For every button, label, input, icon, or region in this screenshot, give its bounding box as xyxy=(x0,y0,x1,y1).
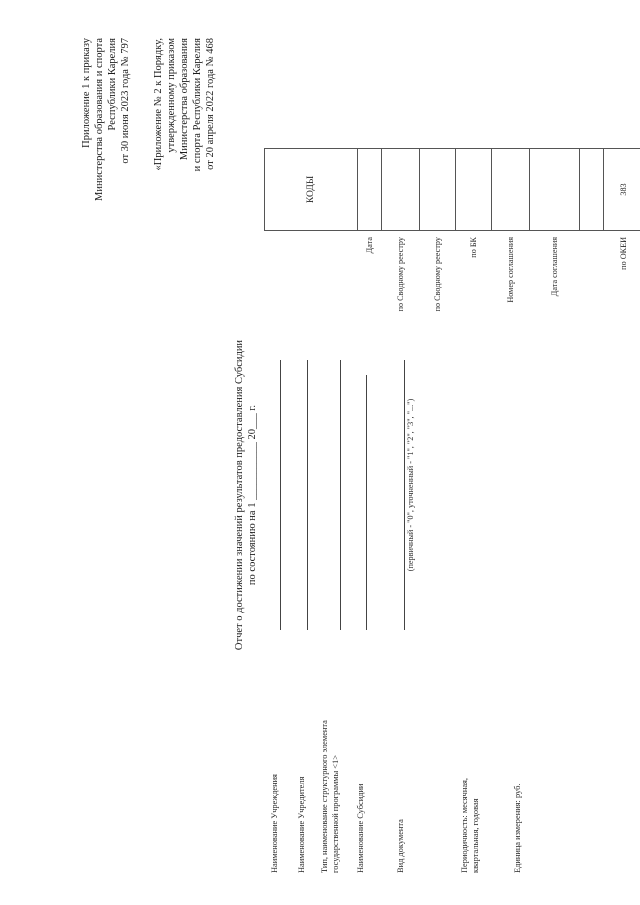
program-label-line: государственной программы <1> xyxy=(330,755,340,873)
periodicity-label-line: квартальная, годовая xyxy=(470,798,480,873)
registry-code-cell-2[interactable] xyxy=(420,149,456,231)
appendix-1-line: Министерства образования и спорта xyxy=(94,38,105,201)
founder-field[interactable] xyxy=(307,360,308,630)
program-field[interactable] xyxy=(340,360,341,630)
periodicity-label-line: Периодичность: месячная, xyxy=(460,778,469,873)
unit-label: Единица измерения: руб. xyxy=(513,783,522,873)
date-code-cell[interactable] xyxy=(358,149,382,231)
appendix-note-order-797 xyxy=(80,38,132,201)
codes-header: КОДЫ xyxy=(265,149,358,231)
periodicity-label xyxy=(460,638,481,873)
report-date-line: по состоянию на 1 ___________ 20___ г. xyxy=(247,404,258,586)
registry-code-cell-1[interactable] xyxy=(382,149,420,231)
date-label: Дата xyxy=(358,231,382,361)
appendix-1-line: Республики Карелия xyxy=(107,38,118,131)
empty-code-cell[interactable] xyxy=(580,149,604,231)
subsidy-field[interactable] xyxy=(366,375,367,630)
appendix-2-line: от 20 апреля 2022 года № 468 xyxy=(205,38,216,170)
program-label-line: Тип, наименование структурного элемента xyxy=(320,720,329,873)
appendix-1-line: от 30 июня 2023 года № 797 xyxy=(120,38,131,164)
agreement-date-cell[interactable] xyxy=(530,149,580,231)
bk-code-cell[interactable] xyxy=(456,149,492,231)
doc-type-label: Вид документа xyxy=(396,819,405,873)
registry-label-1: по Сводному реестру xyxy=(382,231,420,361)
founder-label: Наименование Учредителя xyxy=(297,776,306,873)
appendix-note-order-468 xyxy=(152,38,217,171)
okei-label: по ОКЕИ xyxy=(604,231,640,361)
okei-code-cell[interactable]: 383 xyxy=(604,149,640,231)
appendix-2-line: и спорта Республики Карелия xyxy=(192,38,203,172)
registry-label-2: по Сводному реестру xyxy=(420,231,456,361)
appendix-2-line: Министерства образования xyxy=(179,38,190,161)
subsidy-label: Наименование Субсидии xyxy=(356,783,365,873)
report-title: Отчет о достижении значений результатов предоставления Субсидии xyxy=(234,339,245,651)
doc-type-field[interactable] xyxy=(404,360,405,630)
program-label xyxy=(320,638,341,873)
doc-type-caption: (первичный - "0", уточненный - "1", "2", "3", "...") xyxy=(406,398,415,572)
institution-field[interactable] xyxy=(280,360,281,630)
bk-label: по БК xyxy=(456,231,492,361)
agreement-number-cell[interactable] xyxy=(492,149,530,231)
appendix-1-line: Приложение 1 к приказу xyxy=(81,38,92,148)
codes-table xyxy=(264,148,640,360)
institution-label: Наименование Учреждения xyxy=(270,774,279,873)
appendix-2-line: «Приложение № 2 к Порядку, xyxy=(153,38,164,171)
agreement-date-label: Дата соглашения xyxy=(530,231,580,361)
appendix-2-line: утвержденному приказом xyxy=(166,38,177,153)
agreement-number-label: Номер соглашения xyxy=(492,231,530,361)
